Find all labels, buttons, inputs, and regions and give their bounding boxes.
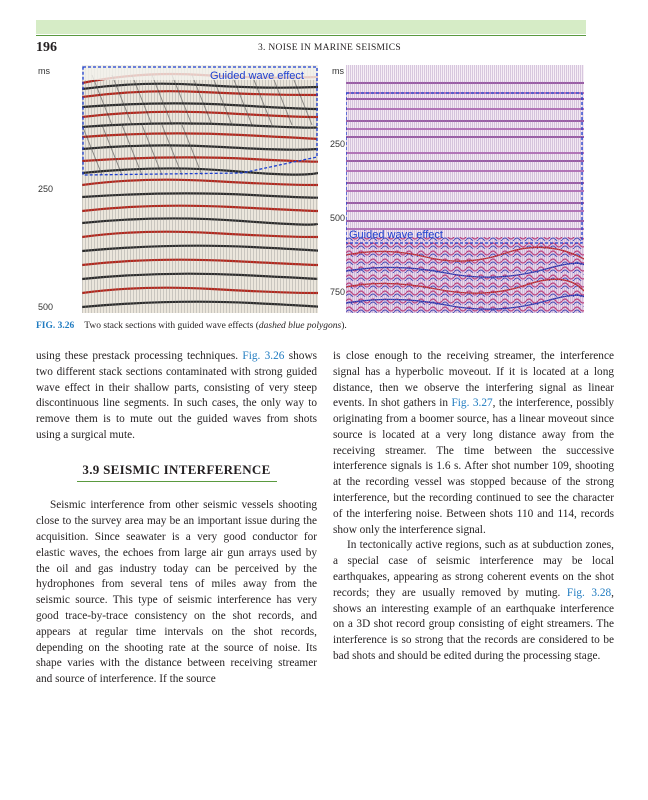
figure-caption-end: ).	[341, 321, 347, 331]
right-column	[333, 349, 614, 665]
right-guided-wave-label: Guided wave effect	[349, 229, 443, 241]
left-column	[36, 349, 317, 688]
left-seismic-section	[82, 65, 318, 313]
right-p2-text: In tectonically active regions, such as at subduction zones, a special case of seismic interference may be local earthquakes, appearing as strong coherent events on the shot records; they are usually removed by muting.	[333, 539, 614, 599]
right-panel-unit-label: ms	[332, 66, 344, 76]
right-paragraph-1	[333, 349, 614, 538]
right-seismic-image	[346, 65, 584, 313]
section-heading: 3.9 SEISMIC INTERFERENCE	[36, 462, 317, 483]
right-panel-tick-500: 500	[330, 213, 346, 223]
figure-caption-italic: dashed blue polygons	[258, 321, 342, 331]
page-number: 196	[36, 40, 57, 55]
left-guided-wave-label: Guided wave effect	[210, 70, 304, 82]
right-panel-tick-750: 750	[330, 287, 346, 297]
left-panel-unit-label: ms	[38, 66, 50, 76]
figure-caption	[36, 321, 347, 331]
figure-caption-label: FIG. 3.26	[36, 321, 75, 331]
right-p1-text: is close enough to the receiving streamer, the interference signal has a hyperbolic moveout. If it is located at a long distance, then we observe the interfering signal as linear events. In shot gathers in	[333, 350, 614, 410]
fig-3-27-link[interactable]: Fig. 3.27	[451, 397, 493, 410]
left-paragraph-1	[36, 349, 317, 444]
header-band	[36, 20, 586, 34]
right-p2-rest: , shows an interesting example of an earthquake interference on a 3D shot record group consisting of eight streamers. The interference is so strong that the records are considered to be bad shots and should be edited during the processing stage.	[333, 586, 614, 662]
fig-3-26-link[interactable]: Fig. 3.26	[242, 350, 285, 362]
left-paragraph-2: Seismic interference from other seismic vessels shooting close to the survey area may be an important issue during the acquisition. Since seawater is a very good conductor for elastic waves, the echoes from large air gun arrays used by the oil and gas industry today can be perceived by the hydrophones from several tens of miles away from the seismic source. This type of seismic interference has very good trace-by-trace consistency on the shot records, and appears at regular time intervals on the shot records, depending on the shooting rate at the source of noise. Its shape varies with the distance between receiving streamer and source of interference. If the source	[36, 499, 317, 686]
right-panel-tick-250: 250	[330, 139, 346, 149]
left-p1-text: using these prestack processing techniques.	[36, 350, 243, 362]
header-rule	[36, 35, 586, 36]
running-head: 3. NOISE IN MARINE SEISMICS	[258, 43, 401, 53]
left-panel-tick-250: 250	[38, 184, 54, 194]
right-seismic-section	[346, 65, 584, 313]
fig-3-28-link[interactable]: Fig. 3.28	[566, 586, 612, 599]
left-panel-tick-500: 500	[38, 302, 54, 312]
right-p1-rest: , the interference, possibly originating from a boomer source, has a linear moveout since source is located at a very long distance away from the receiving streamer. The time between the successive interference signals is 1.6 s. After shot number 109, shooting at the recording vessel was stopped because of the strong interference, but the recording continued to see the character of the interfering noise. Between shots 110 and 114, records show only the interference signal.	[333, 397, 614, 536]
figure-caption-text: Two stack sections with guided wave effects (	[84, 321, 259, 331]
left-p1-rest: shows two different stack sections contaminated with strong guided wave effect in their shallow parts, consisting of very steep discontinuous line segments. In such cases, the only way to remove them is to mute out the guided waves from shots using a surgical mute.	[36, 350, 317, 441]
right-paragraph-2	[333, 538, 614, 664]
left-seismic-image	[82, 65, 318, 313]
